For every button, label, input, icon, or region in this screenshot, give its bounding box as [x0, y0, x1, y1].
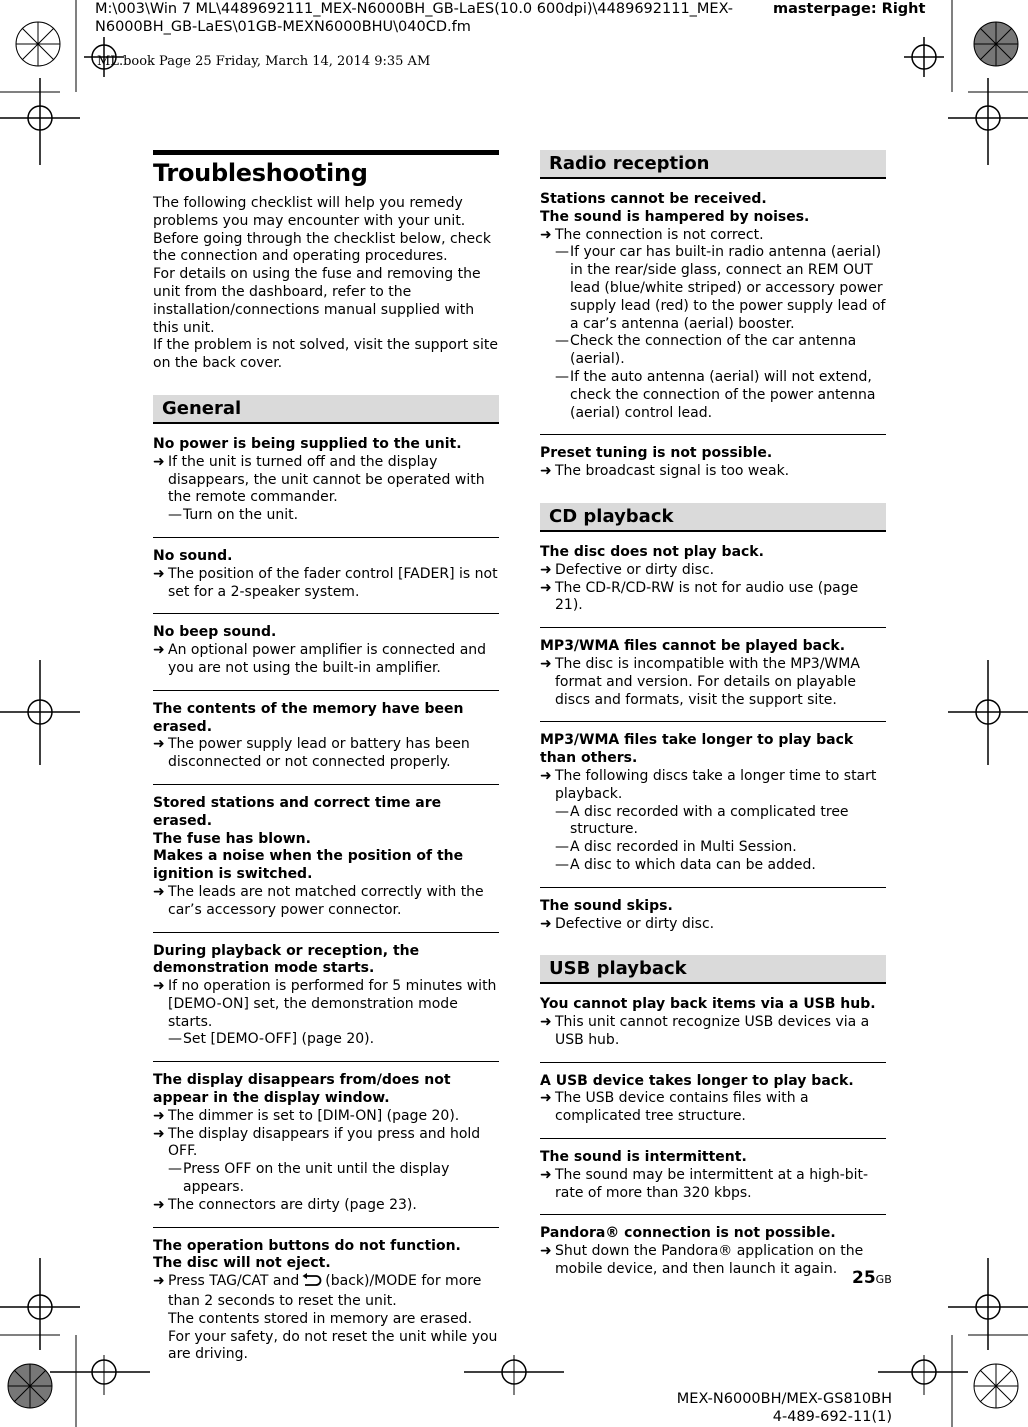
answer: ➜ Defective or dirty disc.	[540, 561, 715, 578]
problem: The fuse has blown.	[153, 830, 311, 847]
answer: ➜ This unit cannot recognize USB devices via a USB hub.	[540, 1014, 870, 1048]
title-rule	[153, 150, 499, 155]
section-heading-usb: USB playback	[540, 955, 886, 984]
trouble-item	[153, 932, 499, 1050]
page-number-suffix: GB	[875, 1273, 892, 1286]
problem: The operation buttons do not function.	[153, 1237, 461, 1254]
action: — If your car has built-in radio antenna (aerial) in the rear/side glass, connect an REM OUT lead (blue/white striped) or accessory power supply lead (red) to the power supply lead of a car’s antenna (aerial) booster.	[555, 244, 886, 332]
trouble-item	[540, 721, 886, 874]
problem: No sound.	[153, 547, 233, 564]
dash-icon: —	[555, 856, 569, 873]
problem: A USB device takes longer to play back.	[540, 1072, 854, 1089]
trouble-item	[540, 434, 886, 481]
trouble-item	[153, 613, 499, 677]
action: — If the auto antenna (aerial) will not extend, check the connection of the power antenna (aerial) control lead.	[555, 368, 876, 421]
problem: Pandora® connection is not possible.	[540, 1225, 836, 1242]
problem: The sound is intermittent.	[540, 1149, 747, 1166]
problem: The contents of the memory have been erased.	[153, 700, 464, 735]
answer: ➜ The sound may be intermittent at a high-bit-rate of more than 320 kbps.	[540, 1166, 869, 1201]
cd-items	[540, 544, 886, 933]
action: — A disc recorded in Multi Session.	[555, 839, 797, 856]
arrow-icon: ➜	[153, 642, 165, 659]
arrow-icon: ➜	[540, 579, 552, 596]
trouble-item	[540, 996, 886, 1049]
arrow-icon: ➜	[153, 978, 165, 995]
answer: ➜ Shut down the Pandora® application on the mobile device, and then launch it again.	[540, 1243, 864, 1278]
answer: ➜ The connectors are dirty (page 23).	[153, 1196, 417, 1213]
section-heading-general: General	[153, 395, 499, 424]
problem: The sound is hampered by noises.	[540, 208, 810, 225]
arrow-icon: ➜	[540, 561, 552, 578]
arrow-icon: ➜	[540, 1243, 552, 1260]
section-heading-radio: Radio reception	[540, 150, 886, 179]
intro	[153, 195, 499, 373]
intro-paragraph: For details on using the fuse and removing the unit from the dashboard, refer to the installation/connections manual supplied with this unit.	[153, 266, 481, 336]
arrow-icon: ➜	[540, 463, 552, 480]
problem: The sound skips.	[540, 897, 673, 914]
action: — Check the connection of the car antenna (aerial).	[555, 333, 857, 368]
problem: Makes a noise when the position of the ignition is switched.	[153, 848, 464, 883]
problem: No beep sound.	[153, 624, 277, 641]
arrow-icon: ➜	[153, 883, 165, 900]
arrow-icon: ➜	[540, 655, 552, 672]
trouble-item	[540, 1138, 886, 1202]
general-items	[153, 436, 499, 1364]
intro-paragraph: The following checklist will help you remedy problems you may encounter with your unit.	[153, 195, 466, 229]
problem: The disc does not play back.	[540, 543, 764, 560]
answer: ➜ The CD-R/CD-RW is not for audio use (page 21).	[540, 579, 859, 614]
arrow-icon: ➜	[540, 1090, 552, 1107]
trouble-item	[153, 784, 499, 920]
book-info: ML.book Page 25 Friday, March 14, 2014 9:35 AM	[97, 54, 431, 69]
trouble-item	[540, 627, 886, 709]
problem: Stored stations and correct time are erased.	[153, 794, 442, 829]
dash-icon: —	[555, 368, 569, 385]
problem: No power is being supplied to the unit.	[153, 435, 462, 452]
trouble-item	[540, 544, 886, 615]
dash-icon: —	[555, 244, 569, 261]
answer: ➜ The power supply lead or battery has been disconnected or not connected properly.	[153, 736, 470, 771]
arrow-icon: ➜	[540, 767, 552, 784]
footer-model: MEX-N6000BH/MEX-GS810BH	[676, 1391, 892, 1407]
answer: ➜ An optional power amplifier is connected and you are not using the built-in amplifier.	[153, 642, 487, 676]
answer: ➜ The following discs take a longer time to start playback.	[540, 767, 877, 802]
arrow-icon: ➜	[540, 1014, 552, 1031]
dash-icon: —	[555, 803, 569, 820]
answer: ➜ Defective or dirty disc.	[540, 915, 715, 932]
right-column	[540, 150, 886, 1279]
arrow-icon: ➜	[540, 1166, 552, 1183]
answer: ➜ The leads are not matched correctly with the car’s accessory power connector.	[153, 883, 484, 918]
arrow-icon: ➜	[540, 226, 552, 243]
trouble-item	[153, 1061, 499, 1214]
intro-paragraph: If the problem is not solved, visit the support site on the back cover.	[153, 337, 498, 372]
arrow-icon: ➜	[153, 1125, 165, 1142]
arrow-icon: ➜	[153, 736, 165, 753]
answer: ➜ Press TAG/CAT and (back)/MODE for more than 2 seconds to reset the unit. The contents stored in memory are erased. For your safety, do not reset the unit while you are driving.	[153, 1273, 498, 1363]
radio-items	[540, 191, 886, 481]
dash-icon: —	[168, 507, 182, 524]
answer: ➜ If the unit is turned off and the display disappears, the unit cannot be operated with the remote commander.	[153, 453, 485, 506]
answer: ➜ The disc is incompatible with the MP3/WMA format and version. For details on playable discs and formats, visit the support site.	[540, 655, 860, 708]
footer-code: 4-489-692-11(1)	[772, 1409, 892, 1425]
dash-icon: —	[555, 333, 569, 350]
problem: Stations cannot be received.	[540, 191, 767, 207]
trouble-item	[153, 690, 499, 772]
trouble-item	[540, 1062, 886, 1126]
file-path-header: M:\003\Win 7 ML\4489692111_MEX-N6000BH_GB-LaES(10.0 600dpi)\4489692111_MEX-N6000BH_GB-LaES\01GB-MEXN6000BHU\040CD.fm	[95, 1, 734, 35]
intro-paragraph: Before going through the checklist below, check the connection and operating procedures.	[153, 230, 491, 265]
left-column	[153, 150, 499, 1364]
dash-icon: —	[555, 839, 569, 856]
answer: ➜ The position of the fader control [FADER] is not set for a 2-speaker system.	[153, 565, 498, 600]
arrow-icon: ➜	[153, 1196, 165, 1213]
arrow-icon: ➜	[540, 915, 552, 932]
trouble-item	[153, 436, 499, 525]
answer: ➜ The dimmer is set to [DIM-ON] (page 20).	[153, 1107, 460, 1124]
action: — Set [DEMO-OFF] (page 20).	[168, 1031, 375, 1048]
arrow-icon: ➜	[153, 565, 165, 582]
answer: ➜ If no operation is performed for 5 minutes with [DEMO-ON] set, the demonstration mode starts.	[153, 978, 497, 1030]
arrow-icon: ➜	[153, 1273, 165, 1290]
footer	[677, 1390, 892, 1426]
trouble-item	[153, 1227, 499, 1365]
dash-icon: —	[168, 1161, 182, 1178]
problem: The disc will not eject.	[153, 1255, 331, 1272]
problem: During playback or reception, the demonstration mode starts.	[153, 942, 420, 977]
dash-icon: —	[168, 1031, 182, 1048]
problem: The display disappears from/does not appear in the display window.	[153, 1072, 451, 1107]
trouble-item	[153, 537, 499, 601]
back-icon	[301, 1273, 323, 1293]
problem: Preset tuning is not possible.	[540, 445, 773, 462]
arrow-icon: ➜	[153, 1107, 165, 1124]
usb-items	[540, 996, 886, 1279]
trouble-item	[540, 191, 886, 422]
section-heading-cd: CD playback	[540, 503, 886, 532]
page-number: 25GB	[852, 1268, 892, 1288]
arrow-icon: ➜	[153, 453, 165, 470]
answer: ➜ The connection is not correct.	[540, 226, 764, 243]
masterpage-label: masterpage: Right	[773, 1, 926, 17]
action: — Turn on the unit.	[168, 507, 299, 524]
page-title: Troubleshooting	[153, 159, 368, 187]
action: — A disc recorded with a complicated tree structure.	[555, 803, 849, 838]
trouble-item	[540, 887, 886, 934]
answer: ➜ The display disappears if you press and hold OFF.	[153, 1125, 481, 1160]
trouble-item	[540, 1214, 886, 1278]
problem: You cannot play back items via a USB hub.	[540, 996, 876, 1013]
problem: MP3/WMA files take longer to play back than others.	[540, 732, 854, 767]
answer: ➜ The broadcast signal is too weak.	[540, 463, 790, 480]
action: — Press OFF on the unit until the display appears.	[168, 1161, 450, 1196]
action: — A disc to which data can be added.	[555, 856, 816, 873]
problem: MP3/WMA files cannot be played back.	[540, 638, 846, 655]
answer: ➜ The USB device contains files with a complicated tree structure.	[540, 1090, 809, 1125]
